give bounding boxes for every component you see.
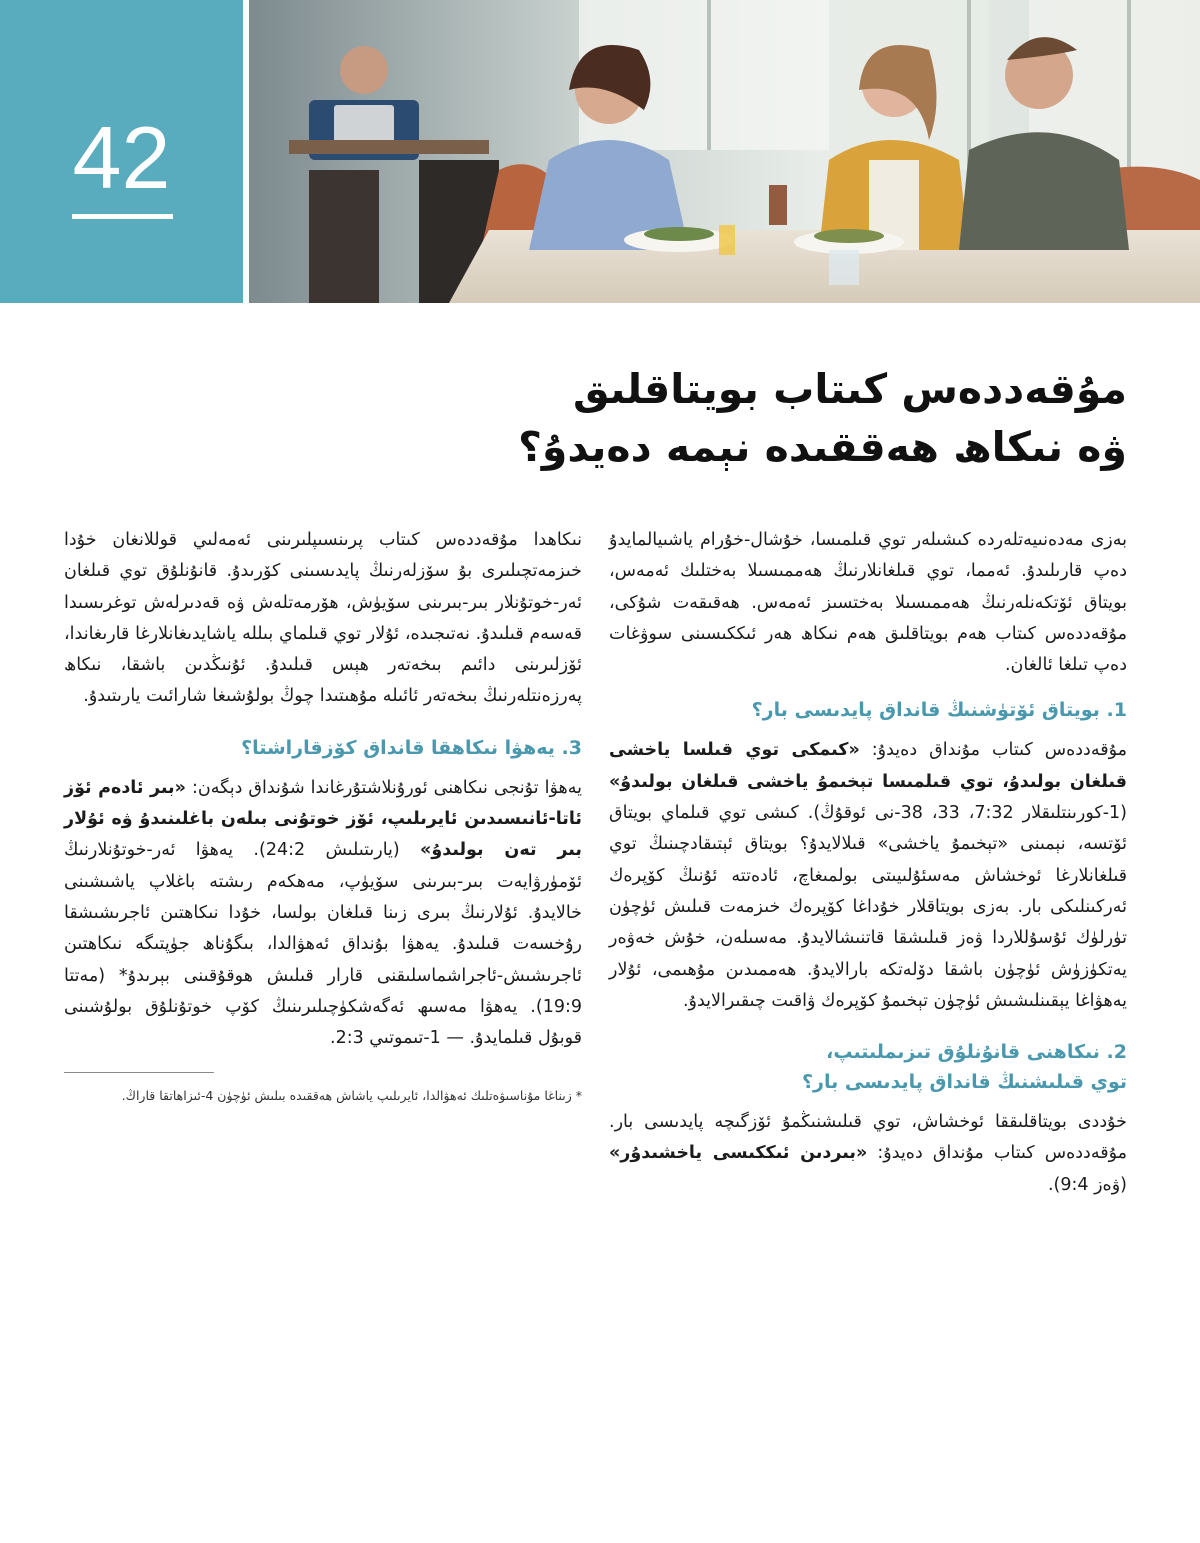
section-3-paragraph: [64, 773, 582, 1055]
footnote: * زىناغا مۇناسىۋەتلىك ئەھۋالدا، ئايرىلىپ ياشاش ھەققىدە بىلىش ئۈچۈن 4-ئىزاھاتقا قاراڭ.: [121, 1088, 582, 1104]
section-1-heading: 1. بويتاق ئۆتۈشنىڭ قانداق پايدىسى بار؟: [751, 699, 1127, 722]
header-photo: [249, 0, 1200, 303]
section-3-heading: 3. يەھۋا نىكاھقا قانداق كۆزقاراشتا؟: [241, 736, 582, 759]
footnote-divider: [64, 1072, 214, 1073]
page-title-line-2: ۋە نىكاھ ھەققىدە نېمە دەيدۇ؟: [518, 423, 1127, 471]
left-column: [64, 525, 582, 1106]
section-1-quote: «كىمكى توي قىلسا ياخشى قىلغان بولىدۇ، توي قىلمىسا تېخىمۇ ياخشى قىلغان بولىدۇ»: [609, 740, 1127, 792]
section-2-heading-line-1: 2. نىكاھنى قانۇنلۇق تىزىملىتىپ،: [826, 1041, 1127, 1064]
page-title: [227, 360, 1127, 476]
section-2-continued-paragraph: نىكاھدا مۇقەددەس كىتاب پرىنسىپلىرىنى ئەمەلىي قوللانغان خۇدا خىزمەتچىلىرى بۇ سۆزلەرنىڭ پايدىسىنى كۆرىدۇ. قانۇنلۇق توي قىلغان ئەر-خوتۇنلار بىر-بىرىنى سۆيۈش، ھۆرمەتلەش ۋە قەدىرلەش توغرىسىدا قەسەم قىلىدۇ. نەتىجىدە، ئۇلار توي قىلماي بىللە ياشايدىغانلارغا قارىغاندا، ئۆزلىرىنى دائىم بىخەتەر ھېس قىلىدۇ. ئۇنىڭدىن باشقا، نىكاھ پەرزەنتلەرنىڭ بىخەتەر ئائىلە مۇھىتىدا چوڭ بولۇشىغا شارائىت يارىتىدۇ.: [64, 530, 582, 707]
section-2-heading: [609, 1037, 1127, 1097]
lesson-number-block: [0, 0, 243, 303]
section-3-text-before: يەھۋا تۇنجى نىكاھنى ئورۇنلاشتۇرغاندا شۇنداق دېگەن:: [185, 777, 582, 798]
intro-paragraph: بەزى مەدەنىيەتلەردە كىشىلەر توي قىلمىسا، خۇشال-خۇرام ياشىيالمايدۇ دەپ قارىلىدۇ. ئەمما، توي قىلغانلارنىڭ ھەممىسىلا بەختلىك ئەمەس، بويتاق ئۆتكەنلەرنىڭ ھەممىسىلا بەختسىز ئەمەس. ھەقىقەت شۇكى، مۇقەددەس كىتاب ھەم بويتاقلىق ھەم نىكاھ ھەر ئىككىسىنى سوۋغات دەپ تىلغا ئالغان.: [609, 530, 1127, 676]
section-2-text-after: (ۋەز 9:4).: [1047, 1174, 1127, 1195]
section-3-text-after: (يارىتىلىش 24:2). يەھۋا ئەر-خوتۇنلارنىڭ ئۆمۈرۋايەت بىر-بىرىنى سۆيۈپ، مەھكەم رىشتە باغلاپ ياشىشىنى خالايدۇ. ئۇلارنىڭ بىرى زىنا قىلغان بولسا، خۇدا نىكاھتىن ئاجرىشىشقا رۇخسەت قىلىدۇ. يەھۋا بۇنداق ئەھۋالدا، بىگۇناھ جۈپتىگە نىكاھتىن ئاجرىشىش-ئاجراشماسلىقنى قارار قىلىش ھوقۇقىنى بېرىدۇ* (مەتتا 19:9). يەھۋا مەسىھ ئەگەشكۈچىلىرىنىڭ كۆپ خوتۇنلۇق بولۇشىنى قوبۇل قىلمايدۇ. — 1-تىموتىي 2:3.: [64, 840, 582, 1049]
section-2-quote: «بىردىن ئىككىسى ياخشىدۇر»: [609, 1143, 868, 1164]
section-2-heading-line-2: توي قىلىشنىڭ قانداق پايدىسى بار؟: [802, 1071, 1127, 1094]
section-3-quote: «بىر ئادەم ئۆز ئاتا-ئانىسىدىن ئايرىلىپ، ئۆز خوتۇنى بىلەن باغلىنىدۇ ۋە ئۇلار بىر تەن بولىدۇ»: [64, 777, 582, 861]
section-1-text-before: مۇقەددەس كىتاب مۇنداق دەيدۇ:: [859, 740, 1127, 761]
section-1-paragraph: [609, 735, 1127, 1017]
section-2-paragraph: [609, 1107, 1127, 1201]
section-2-text-before: خۇددى بويتاقلىققا ئوخشاش، توي قىلىشنىڭمۇ ئۆزگىچە پايدىسى بار. مۇقەددەس كىتاب مۇنداق دەيدۇ:: [609, 1112, 1127, 1164]
lesson-number-underline: [72, 214, 173, 219]
section-1-text-after: (1-كورىنتلىقلار 7:32، 33، 38-نى ئوقۇڭ). كىشى توي قىلماي بويتاق ئۆتسە، نېمىنى «تېخىمۇ ياخشى» قىلالايدۇ؟ بويتاق ئېتىقادچىنىڭ توي قىلغانلارغا ئوخشاش مەسئۇلىيىتى بولمىغاچ، ئادەتتە ئۇنىڭ كۆپرەك ئەركىنلىكى بار. بەزى بويتاقلار خۇداغا كۆپرەك خىزمەت قىلىش ئۈچۈن تۈرلۈك ئۇسۇللاردا ۋەز قىلىشقا قاتنىشالايدۇ. مەسىلەن، خۇش خەۋەر يەتكۈزۈش ئۈچۈن باشقا دۆلەتكە بارالايدۇ. ھەممىدىن مۇھىمى، ئۇلار يەھۋاغا يېقىنلىشىش ئۈچۈن تېخىمۇ كۆپرەك ۋاقىت چىقىرالايدۇ.: [609, 803, 1127, 1011]
lesson-number: 42: [72, 108, 171, 207]
right-column: [609, 525, 1127, 1215]
page-title-line-1: مۇقەددەس كىتاب بويتاقلىق: [572, 365, 1127, 413]
